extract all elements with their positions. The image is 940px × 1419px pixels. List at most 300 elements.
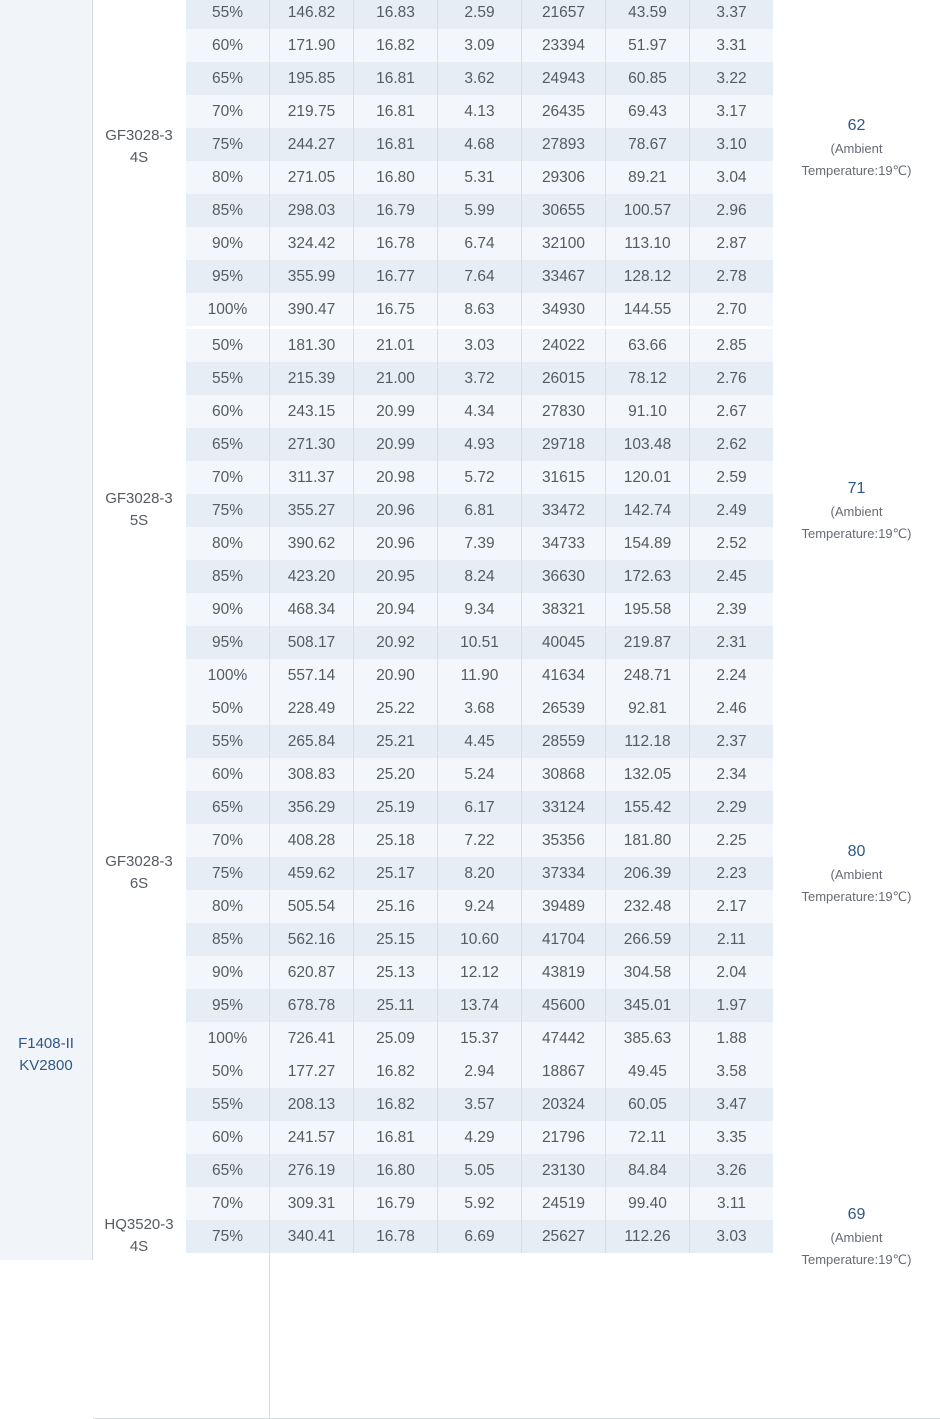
battery-cells: 4S	[129, 1238, 149, 1255]
table-row	[186, 890, 866, 923]
load-cell: 171.90	[270, 29, 354, 62]
load-cell: 208.13	[270, 1088, 354, 1121]
voltage-cell: 16.75	[354, 293, 438, 326]
efficiency-cell: 2.62	[690, 428, 774, 461]
efficiency-cell: 3.35	[690, 1121, 774, 1154]
propeller-model: GF3028-3	[105, 127, 173, 144]
efficiency-cell: 2.46	[690, 692, 774, 725]
load-cell: 271.05	[270, 161, 354, 194]
voltage-cell: 25.15	[354, 923, 438, 956]
load-cell: 308.83	[270, 758, 354, 791]
current-cell: 5.92	[438, 1187, 522, 1220]
efficiency-cell: 2.25	[690, 824, 774, 857]
voltage-cell: 20.92	[354, 626, 438, 659]
table-row	[186, 791, 866, 824]
efficiency-cell: 2.59	[690, 461, 774, 494]
voltage-cell: 16.80	[354, 1154, 438, 1187]
table-row	[186, 395, 866, 428]
efficiency-cell: 2.52	[690, 527, 774, 560]
rpm-cell: 41634	[522, 659, 606, 692]
load-cell: 244.27	[270, 128, 354, 161]
throttle-cell: 50%	[186, 1055, 270, 1088]
table-row	[186, 989, 866, 1022]
ambient-label: (Ambient	[830, 504, 883, 519]
table-row	[186, 194, 866, 227]
rpm-cell: 33472	[522, 494, 606, 527]
table-row	[186, 1088, 866, 1121]
table-row	[186, 227, 866, 260]
rpm-cell: 18867	[522, 1055, 606, 1088]
rpm-cell: 29718	[522, 428, 606, 461]
power-cell: 304.58	[606, 956, 690, 989]
ambient-label: (Ambient	[830, 1230, 883, 1245]
efficiency-cell: 2.96	[690, 194, 774, 227]
power-cell: 112.18	[606, 725, 690, 758]
throttle-cell: 55%	[186, 362, 270, 395]
current-cell: 6.81	[438, 494, 522, 527]
temperature-value: 80	[847, 843, 866, 860]
voltage-cell: 16.83	[354, 0, 438, 29]
rpm-cell: 26015	[522, 362, 606, 395]
efficiency-cell: 1.88	[690, 1022, 774, 1055]
throttle-cell: 65%	[186, 1154, 270, 1187]
temperature-cell	[773, 0, 940, 329]
efficiency-cell: 2.37	[690, 725, 774, 758]
load-cell: 265.84	[270, 725, 354, 758]
table-row	[186, 62, 866, 95]
current-cell: 8.20	[438, 857, 522, 890]
current-cell: 10.51	[438, 626, 522, 659]
power-cell: 72.11	[606, 1121, 690, 1154]
voltage-cell: 16.78	[354, 1220, 438, 1253]
current-cell: 6.74	[438, 227, 522, 260]
table-row	[186, 1187, 866, 1220]
load-cell: 508.17	[270, 626, 354, 659]
efficiency-cell: 2.31	[690, 626, 774, 659]
current-cell: 5.05	[438, 1154, 522, 1187]
power-cell: 60.85	[606, 62, 690, 95]
throttle-cell: 60%	[186, 758, 270, 791]
table-row	[186, 560, 866, 593]
power-cell: 155.42	[606, 791, 690, 824]
table-row	[186, 593, 866, 626]
current-cell: 4.29	[438, 1121, 522, 1154]
power-cell: 91.10	[606, 395, 690, 428]
efficiency-cell: 2.17	[690, 890, 774, 923]
table-row	[186, 956, 866, 989]
voltage-cell: 20.99	[354, 395, 438, 428]
temperature-value: 69	[847, 1206, 866, 1223]
power-cell: 60.05	[606, 1088, 690, 1121]
throttle-cell: 70%	[186, 461, 270, 494]
power-cell: 195.58	[606, 593, 690, 626]
voltage-cell: 16.82	[354, 1055, 438, 1088]
load-cell: 468.34	[270, 593, 354, 626]
power-cell: 154.89	[606, 527, 690, 560]
voltage-cell: 16.79	[354, 1187, 438, 1220]
efficiency-cell: 3.04	[690, 161, 774, 194]
current-cell: 3.68	[438, 692, 522, 725]
table-row	[186, 692, 866, 725]
voltage-cell: 21.00	[354, 362, 438, 395]
current-cell: 8.63	[438, 293, 522, 326]
voltage-cell: 25.22	[354, 692, 438, 725]
voltage-cell: 20.99	[354, 428, 438, 461]
table-row	[186, 29, 866, 62]
voltage-cell: 25.16	[354, 890, 438, 923]
power-cell: 112.26	[606, 1220, 690, 1253]
efficiency-cell: 3.03	[690, 1220, 774, 1253]
data-rows	[186, 329, 866, 692]
load-cell: 557.14	[270, 659, 354, 692]
table-row	[186, 1220, 866, 1253]
efficiency-cell: 2.67	[690, 395, 774, 428]
load-cell: 390.62	[270, 527, 354, 560]
load-cell: 562.16	[270, 923, 354, 956]
table-row	[186, 1121, 866, 1154]
motor-model-name: F1408-II	[18, 1035, 74, 1052]
load-cell: 243.15	[270, 395, 354, 428]
power-cell: 345.01	[606, 989, 690, 1022]
current-cell: 5.72	[438, 461, 522, 494]
throttle-cell: 60%	[186, 29, 270, 62]
power-cell: 99.40	[606, 1187, 690, 1220]
rpm-cell: 24022	[522, 329, 606, 362]
efficiency-cell: 3.17	[690, 95, 774, 128]
table-row	[186, 923, 866, 956]
efficiency-cell: 2.34	[690, 758, 774, 791]
temperature-info	[773, 1203, 940, 1271]
table-row	[186, 1055, 866, 1088]
propeller-model: HQ3520-3	[104, 1216, 174, 1233]
table-row	[186, 1022, 866, 1055]
table-row	[186, 128, 866, 161]
throttle-cell: 65%	[186, 791, 270, 824]
table-row	[186, 527, 866, 560]
power-cell: 120.01	[606, 461, 690, 494]
voltage-cell: 16.81	[354, 62, 438, 95]
voltage-cell: 16.82	[354, 1088, 438, 1121]
throttle-cell: 90%	[186, 593, 270, 626]
rpm-cell: 41704	[522, 923, 606, 956]
efficiency-cell: 3.47	[690, 1088, 774, 1121]
propeller-label	[93, 851, 185, 895]
current-cell: 12.12	[438, 956, 522, 989]
temperature-info	[773, 114, 940, 182]
load-cell: 423.20	[270, 560, 354, 593]
voltage-cell: 16.81	[354, 1121, 438, 1154]
throttle-cell: 100%	[186, 659, 270, 692]
throttle-cell: 60%	[186, 1121, 270, 1154]
rpm-cell: 25627	[522, 1220, 606, 1253]
throttle-cell: 65%	[186, 62, 270, 95]
throttle-cell: 80%	[186, 890, 270, 923]
voltage-cell: 16.78	[354, 227, 438, 260]
power-cell: 78.12	[606, 362, 690, 395]
efficiency-cell: 3.10	[690, 128, 774, 161]
load-cell: 177.27	[270, 1055, 354, 1088]
power-cell: 144.55	[606, 293, 690, 326]
table-row	[186, 626, 866, 659]
efficiency-cell: 3.11	[690, 1187, 774, 1220]
power-cell: 128.12	[606, 260, 690, 293]
voltage-cell: 25.13	[354, 956, 438, 989]
efficiency-cell: 3.22	[690, 62, 774, 95]
voltage-cell: 20.98	[354, 461, 438, 494]
temperature-info	[773, 477, 940, 545]
temperature-value: 71	[847, 480, 866, 497]
table-row	[186, 857, 866, 890]
voltage-cell: 25.17	[354, 857, 438, 890]
rpm-cell: 28559	[522, 725, 606, 758]
motor-model-label	[0, 1033, 92, 1077]
rpm-cell: 27893	[522, 128, 606, 161]
voltage-cell: 16.77	[354, 260, 438, 293]
rpm-cell: 26539	[522, 692, 606, 725]
throttle-cell: 50%	[186, 329, 270, 362]
rpm-cell: 23130	[522, 1154, 606, 1187]
efficiency-cell: 2.04	[690, 956, 774, 989]
current-cell: 4.34	[438, 395, 522, 428]
propeller-group	[93, 692, 940, 1056]
throttle-cell: 75%	[186, 857, 270, 890]
rpm-cell: 29306	[522, 161, 606, 194]
rpm-cell: 24943	[522, 62, 606, 95]
current-cell: 3.62	[438, 62, 522, 95]
throttle-cell: 85%	[186, 194, 270, 227]
temperature-cell	[773, 1055, 940, 1418]
power-cell: 206.39	[606, 857, 690, 890]
rpm-cell: 21657	[522, 0, 606, 29]
ambient-temperature: Temperature:19℃)	[801, 1252, 912, 1267]
table-row	[186, 461, 866, 494]
efficiency-cell: 2.39	[690, 593, 774, 626]
load-cell: 241.57	[270, 1121, 354, 1154]
temperature-cell	[773, 329, 940, 692]
throttle-cell: 100%	[186, 293, 270, 326]
efficiency-cell: 2.78	[690, 260, 774, 293]
table-row	[186, 1154, 866, 1187]
load-cell: 309.31	[270, 1187, 354, 1220]
efficiency-cell: 2.76	[690, 362, 774, 395]
load-cell: 215.39	[270, 362, 354, 395]
propeller-group	[93, 1055, 940, 1419]
power-cell: 232.48	[606, 890, 690, 923]
power-cell: 51.97	[606, 29, 690, 62]
power-cell: 142.74	[606, 494, 690, 527]
load-cell: 311.37	[270, 461, 354, 494]
power-cell: 84.84	[606, 1154, 690, 1187]
propeller-label	[93, 1214, 185, 1258]
table-row	[186, 329, 866, 362]
voltage-cell: 20.96	[354, 527, 438, 560]
throttle-cell: 75%	[186, 494, 270, 527]
load-cell: 390.47	[270, 293, 354, 326]
rpm-cell: 47442	[522, 1022, 606, 1055]
current-cell: 7.64	[438, 260, 522, 293]
load-cell: 324.42	[270, 227, 354, 260]
efficiency-cell: 3.31	[690, 29, 774, 62]
rpm-cell: 31615	[522, 461, 606, 494]
throttle-cell: 75%	[186, 1220, 270, 1253]
power-cell: 69.43	[606, 95, 690, 128]
throttle-cell: 90%	[186, 227, 270, 260]
propeller-label	[93, 488, 185, 532]
rpm-cell: 45600	[522, 989, 606, 1022]
current-cell: 9.34	[438, 593, 522, 626]
throttle-cell: 55%	[186, 725, 270, 758]
throttle-cell: 80%	[186, 527, 270, 560]
current-cell: 9.24	[438, 890, 522, 923]
current-cell: 3.57	[438, 1088, 522, 1121]
power-cell: 181.80	[606, 824, 690, 857]
data-rows	[186, 1055, 866, 1253]
ambient-temperature: Temperature:19℃)	[801, 889, 912, 904]
power-cell: 132.05	[606, 758, 690, 791]
load-cell: 146.82	[270, 0, 354, 29]
efficiency-cell: 3.58	[690, 1055, 774, 1088]
current-cell: 4.93	[438, 428, 522, 461]
propeller-group	[93, 329, 940, 693]
load-cell: 195.85	[270, 62, 354, 95]
voltage-cell: 16.79	[354, 194, 438, 227]
rpm-cell: 34733	[522, 527, 606, 560]
rpm-cell: 26435	[522, 95, 606, 128]
rpm-cell: 23394	[522, 29, 606, 62]
current-cell: 3.72	[438, 362, 522, 395]
voltage-cell: 16.81	[354, 128, 438, 161]
rpm-cell: 21796	[522, 1121, 606, 1154]
table-row	[186, 428, 866, 461]
rpm-cell: 43819	[522, 956, 606, 989]
power-cell: 63.66	[606, 329, 690, 362]
temperature-value: 62	[847, 117, 866, 134]
voltage-cell: 20.96	[354, 494, 438, 527]
efficiency-cell: 2.85	[690, 329, 774, 362]
current-cell: 3.03	[438, 329, 522, 362]
current-cell: 15.37	[438, 1022, 522, 1055]
throttle-cell: 65%	[186, 428, 270, 461]
load-cell: 228.49	[270, 692, 354, 725]
rpm-cell: 24519	[522, 1187, 606, 1220]
throttle-cell: 85%	[186, 923, 270, 956]
ambient-temperature: Temperature:19℃)	[801, 526, 912, 541]
load-cell: 620.87	[270, 956, 354, 989]
power-cell: 43.59	[606, 0, 690, 29]
throttle-cell: 70%	[186, 95, 270, 128]
efficiency-cell: 2.24	[690, 659, 774, 692]
throttle-cell: 55%	[186, 1088, 270, 1121]
battery-cells: 4S	[129, 149, 149, 166]
temperature-cell	[773, 692, 940, 1055]
current-cell: 8.24	[438, 560, 522, 593]
throttle-cell: 90%	[186, 956, 270, 989]
power-cell: 248.71	[606, 659, 690, 692]
throttle-cell: 75%	[186, 128, 270, 161]
voltage-cell: 25.18	[354, 824, 438, 857]
voltage-cell: 20.94	[354, 593, 438, 626]
load-cell: 271.30	[270, 428, 354, 461]
efficiency-cell: 1.97	[690, 989, 774, 1022]
rpm-cell: 37334	[522, 857, 606, 890]
throttle-cell: 70%	[186, 1187, 270, 1220]
rpm-cell: 33467	[522, 260, 606, 293]
rpm-cell: 33124	[522, 791, 606, 824]
efficiency-cell: 2.23	[690, 857, 774, 890]
efficiency-cell: 3.37	[690, 0, 774, 29]
current-cell: 4.68	[438, 128, 522, 161]
throttle-cell: 50%	[186, 692, 270, 725]
rpm-cell: 40045	[522, 626, 606, 659]
current-cell: 7.22	[438, 824, 522, 857]
rpm-cell: 30868	[522, 758, 606, 791]
power-cell: 78.67	[606, 128, 690, 161]
voltage-cell: 25.21	[354, 725, 438, 758]
voltage-cell: 25.20	[354, 758, 438, 791]
voltage-cell: 16.81	[354, 95, 438, 128]
table-row	[186, 260, 866, 293]
rpm-cell: 20324	[522, 1088, 606, 1121]
rpm-cell: 27830	[522, 395, 606, 428]
load-cell: 356.29	[270, 791, 354, 824]
load-cell: 219.75	[270, 95, 354, 128]
rpm-cell: 34930	[522, 293, 606, 326]
rpm-cell: 30655	[522, 194, 606, 227]
throttle-cell: 55%	[186, 0, 270, 29]
power-cell: 266.59	[606, 923, 690, 956]
data-rows	[186, 692, 866, 1055]
battery-cells: 6S	[129, 875, 149, 892]
data-rows	[186, 0, 866, 326]
current-cell: 5.31	[438, 161, 522, 194]
load-cell: 505.54	[270, 890, 354, 923]
load-cell: 678.78	[270, 989, 354, 1022]
power-cell: 103.48	[606, 428, 690, 461]
load-cell: 181.30	[270, 329, 354, 362]
voltage-cell: 25.19	[354, 791, 438, 824]
rpm-cell: 39489	[522, 890, 606, 923]
table-row	[186, 725, 866, 758]
power-cell: 219.87	[606, 626, 690, 659]
throttle-cell: 95%	[186, 260, 270, 293]
ambient-label: (Ambient	[830, 141, 883, 156]
current-cell: 5.24	[438, 758, 522, 791]
current-cell: 6.69	[438, 1220, 522, 1253]
motor-column	[0, 0, 93, 1260]
throttle-cell: 100%	[186, 1022, 270, 1055]
current-cell: 4.45	[438, 725, 522, 758]
voltage-cell: 25.11	[354, 989, 438, 1022]
load-cell: 298.03	[270, 194, 354, 227]
current-cell: 13.74	[438, 989, 522, 1022]
throttle-cell: 80%	[186, 161, 270, 194]
throttle-cell: 95%	[186, 626, 270, 659]
table-row	[186, 293, 866, 326]
propeller-label	[93, 125, 185, 169]
power-cell: 100.57	[606, 194, 690, 227]
propeller-group	[93, 0, 940, 330]
motor-kv-value: KV2800	[19, 1057, 73, 1074]
efficiency-cell: 2.45	[690, 560, 774, 593]
throttle-cell: 95%	[186, 989, 270, 1022]
current-cell: 3.09	[438, 29, 522, 62]
voltage-cell: 25.09	[354, 1022, 438, 1055]
load-cell: 459.62	[270, 857, 354, 890]
load-cell: 276.19	[270, 1154, 354, 1187]
table-row	[186, 824, 866, 857]
load-cell: 408.28	[270, 824, 354, 857]
current-cell: 5.99	[438, 194, 522, 227]
